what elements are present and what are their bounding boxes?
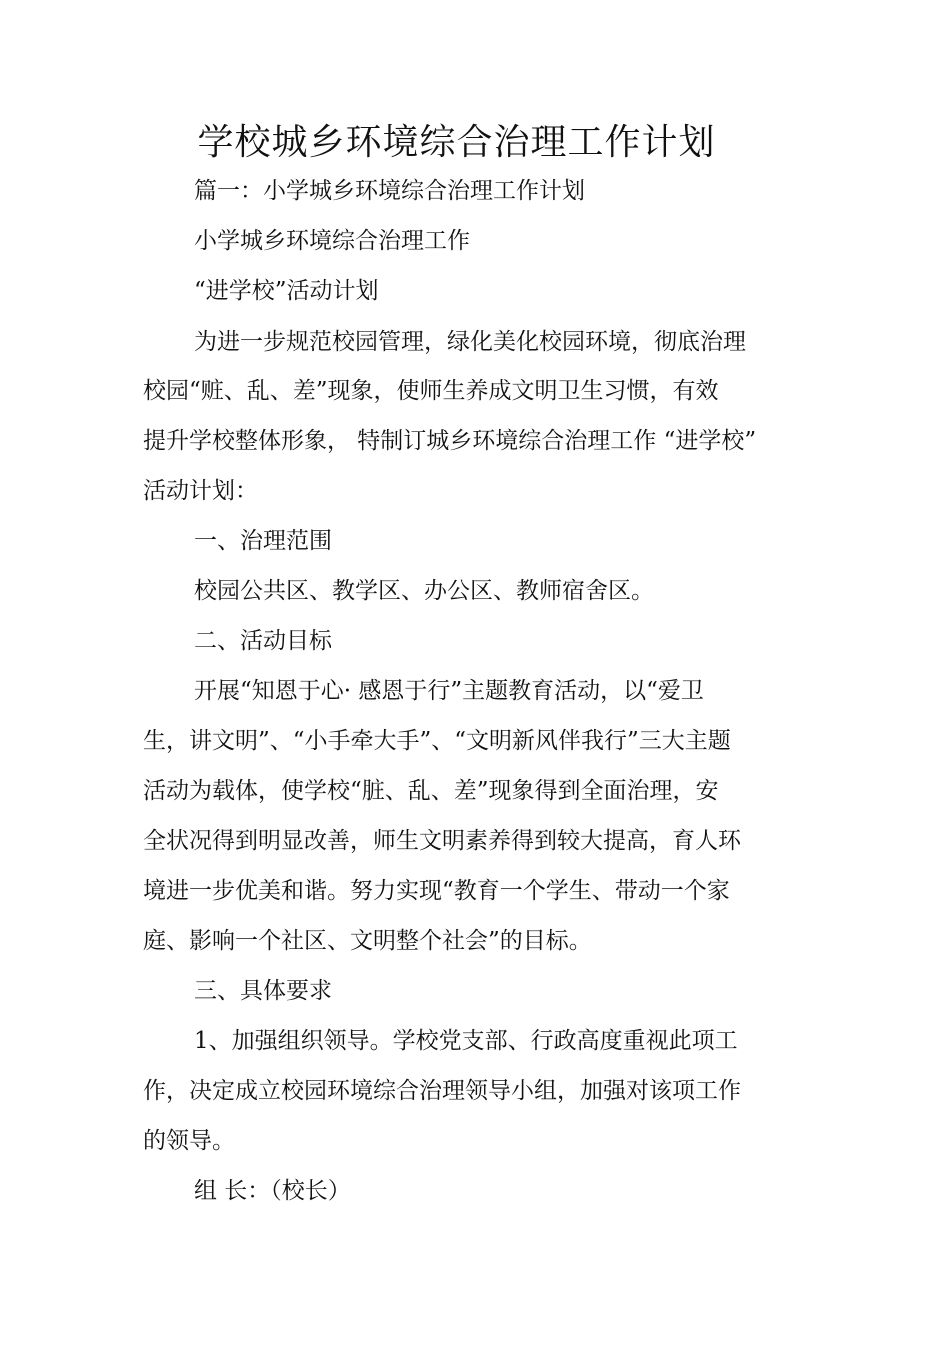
subtitle-line: “进学校”活动计划 bbox=[194, 278, 379, 304]
paragraph-line: 校园“赃、乱、差”现象，使师生养成文明卫生习惯，有效 bbox=[143, 378, 719, 404]
paragraph-line: 开展“知恩于心· 感恩于行”主题教育活动，以“爱卫 bbox=[194, 678, 704, 704]
section-heading: 三、具体要求 bbox=[194, 978, 332, 1004]
paragraph-line: 提升学校整体形象， 特制订城乡环境综合治理工作 “进学校” bbox=[143, 428, 757, 454]
paragraph-line: 庭、影响一个社区、文明整个社会”的目标。 bbox=[143, 928, 592, 954]
paragraph-line: 作，决定成立校园环境综合治理领导小组，加强对该项工作 bbox=[143, 1078, 741, 1104]
paragraph-line: 活动为载体，使学校“脏、乱、差”现象得到全面治理，安 bbox=[143, 778, 719, 804]
section-heading-part-one: 篇一：小学城乡环境综合治理工作计划 bbox=[194, 178, 585, 204]
paragraph-line: 校园公共区、教学区、办公区、教师宿舍区。 bbox=[194, 578, 654, 604]
paragraph-line: 的领导。 bbox=[143, 1128, 235, 1154]
paragraph-line: 全状况得到明显改善，师生文明素养得到较大提高，育人环 bbox=[143, 828, 741, 854]
document-title: 学校城乡环境综合治理工作计划 bbox=[197, 122, 716, 163]
section-heading: 一、治理范围 bbox=[194, 528, 332, 554]
paragraph-line: 组 长：（校长） bbox=[194, 1178, 351, 1204]
paragraph-line: 1、加强组织领导。学校党支部、行政高度重视此项工 bbox=[194, 1028, 738, 1054]
paragraph-line: 活动计划： bbox=[143, 478, 258, 504]
paragraph-line: 境进一步优美和谐。努力实现“教育一个学生、带动一个家 bbox=[143, 878, 730, 904]
section-heading: 二、活动目标 bbox=[194, 628, 332, 654]
subtitle-line: 小学城乡环境综合治理工作 bbox=[194, 228, 470, 254]
paragraph-line: 为进一步规范校园管理，绿化美化校园环境，彻底治理 bbox=[194, 329, 746, 355]
paragraph-line: 生，讲文明”、“小手牵大手”、“文明新风伴我行”三大主题 bbox=[143, 728, 731, 754]
